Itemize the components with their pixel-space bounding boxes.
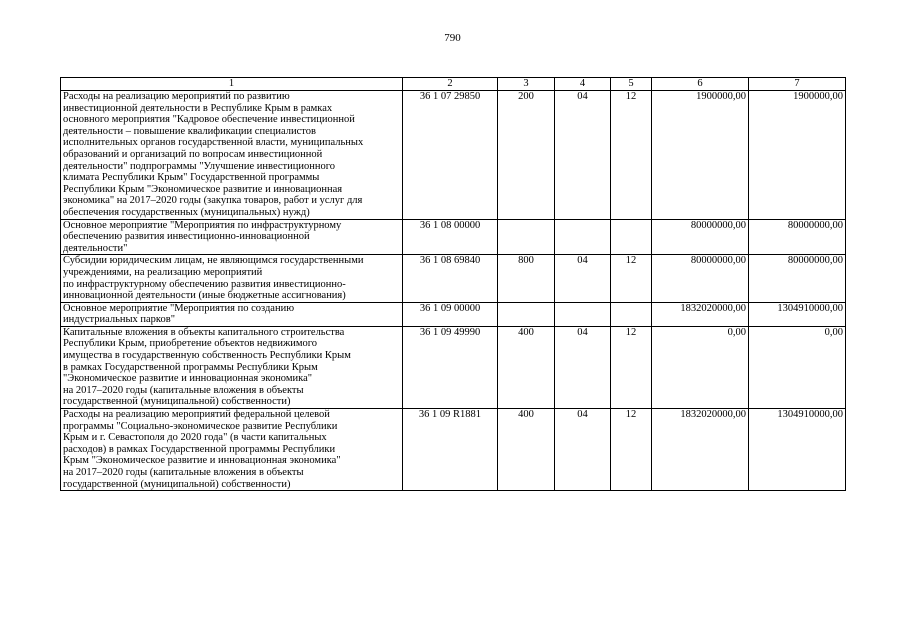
row-col4: 04	[555, 326, 611, 408]
row-description	[61, 326, 403, 408]
budget-table	[60, 77, 846, 491]
description-line: основного мероприятия "Кадровое обеспечение инвестиционной	[63, 114, 355, 126]
table-header	[61, 78, 846, 91]
table-row	[61, 302, 846, 326]
row-col5	[611, 219, 652, 255]
row-col4	[555, 219, 611, 255]
description-line: Капитальные вложения в объекты капитального строительства	[63, 326, 345, 338]
header-col-5: 5	[611, 78, 652, 91]
description-line: имущества в государственную собственность Республики Крым	[63, 350, 351, 362]
description-line: по инфраструктурному обеспечению развития инвестиционно-	[63, 278, 346, 290]
description-line: деятельности"	[63, 242, 128, 254]
table-row	[61, 91, 846, 220]
table-row	[61, 326, 846, 408]
table-body	[61, 91, 846, 491]
description-line: Субсидии юридическим лицам, не являющимся государственными	[63, 255, 364, 267]
header-col-7: 7	[749, 78, 846, 91]
row-amount-6: 80000000,00	[652, 255, 749, 302]
row-code: 36 1 09 49990	[403, 326, 498, 408]
table-row	[61, 409, 846, 491]
row-col5: 12	[611, 255, 652, 302]
table-row	[61, 219, 846, 255]
row-col3: 800	[498, 255, 555, 302]
description-line: обеспечения государственных (муниципальных) нужд)	[63, 206, 310, 218]
header-col-2: 2	[403, 78, 498, 91]
header-row	[61, 78, 846, 91]
row-code: 36 1 07 29850	[403, 91, 498, 220]
row-code: 36 1 09 00000	[403, 302, 498, 326]
description-line: исполнительных органов государственной власти, муниципальных	[63, 137, 364, 149]
row-amount-7: 80000000,00	[749, 219, 846, 255]
description-line: деятельности" подпрограммы "Улучшение инвестиционного	[63, 160, 336, 172]
header-col-3: 3	[498, 78, 555, 91]
row-col5: 12	[611, 91, 652, 220]
row-amount-7: 1304910000,00	[749, 302, 846, 326]
row-description	[61, 91, 403, 220]
row-code: 36 1 09 R1881	[403, 409, 498, 491]
header-col-1: 1	[61, 78, 403, 91]
description-line: Крым "Экономическое развитие и инновационная экономика"	[63, 455, 341, 467]
row-amount-7: 1304910000,00	[749, 409, 846, 491]
header-col-6: 6	[652, 78, 749, 91]
description-line: экономика" на 2017–2020 годы (закупка товаров, работ и услуг для	[63, 195, 363, 207]
description-line: Расходы на реализацию мероприятий по развитию	[63, 91, 290, 102]
row-amount-6: 1832020000,00	[652, 302, 749, 326]
row-amount-6: 80000000,00	[652, 219, 749, 255]
row-amount-6: 1832020000,00	[652, 409, 749, 491]
description-line: расходов) в рамках Государственной программы Республики	[63, 443, 336, 455]
row-col4: 04	[555, 255, 611, 302]
description-line: обеспечению развития инвестиционно-инновационной	[63, 231, 310, 243]
description-line: деятельности – повышение квалификации специалистов	[63, 125, 316, 137]
row-description	[61, 219, 403, 255]
row-amount-6: 1900000,00	[652, 91, 749, 220]
row-code: 36 1 08 00000	[403, 219, 498, 255]
row-amount-7: 0,00	[749, 326, 846, 408]
row-description	[61, 409, 403, 491]
description-line: государственной (муниципальной) собственности)	[63, 478, 291, 490]
description-line: программы "Социально-экономическое развитие Республики	[63, 420, 338, 432]
row-amount-6: 0,00	[652, 326, 749, 408]
description-line: климата Республики Крым" Государственной программы	[63, 172, 320, 184]
description-line: Основное мероприятие "Мероприятия по инфраструктурному	[63, 219, 342, 231]
description-line: Расходы на реализацию мероприятий федеральной целевой	[63, 409, 330, 421]
row-col5: 12	[611, 409, 652, 491]
description-line: инновационной деятельности (иные бюджетные ассигнования)	[63, 290, 346, 302]
description-line: на 2017–2020 годы (капитальные вложения в объекты	[63, 467, 304, 478]
description-line: Республики Крым, приобретение объектов недвижимого	[63, 338, 318, 350]
description-line: Республики Крым "Экономическое развитие и инновационная	[63, 183, 343, 195]
row-col3: 200	[498, 91, 555, 220]
row-code: 36 1 08 69840	[403, 255, 498, 302]
header-col-4: 4	[555, 78, 611, 91]
page-number: 790	[444, 32, 461, 44]
row-col3	[498, 302, 555, 326]
description-line: на 2017–2020 годы (капитальные вложения в объекты	[63, 384, 304, 396]
row-col3: 400	[498, 326, 555, 408]
row-col5: 12	[611, 326, 652, 408]
description-line: инвестиционной деятельности в Республике Крым в рамках	[63, 102, 333, 114]
description-line: индустриальных парков"	[63, 314, 175, 326]
row-description	[61, 302, 403, 326]
row-description	[61, 255, 403, 302]
description-line: Основное мероприятие "Мероприятия по созданию	[63, 302, 295, 314]
row-col4	[555, 302, 611, 326]
description-line: образований и организаций по вопросам инвестиционной	[63, 148, 323, 160]
row-col4: 04	[555, 91, 611, 220]
row-col3	[498, 219, 555, 255]
row-col3: 400	[498, 409, 555, 491]
description-line: Крым и г. Севастополя до 2020 года" (в части капитальных	[63, 432, 327, 444]
description-line: "Экономическое развитие и инновационная экономика"	[63, 373, 313, 385]
row-amount-7: 1900000,00	[749, 91, 846, 220]
description-line: учреждениями, на реализацию мероприятий	[63, 266, 263, 278]
row-col4: 04	[555, 409, 611, 491]
row-col5	[611, 302, 652, 326]
row-amount-7: 80000000,00	[749, 255, 846, 302]
description-line: государственной (муниципальной) собственности)	[63, 396, 291, 408]
table-row	[61, 255, 846, 302]
description-line: в рамках Государственной программы Республики Крым	[63, 361, 318, 373]
